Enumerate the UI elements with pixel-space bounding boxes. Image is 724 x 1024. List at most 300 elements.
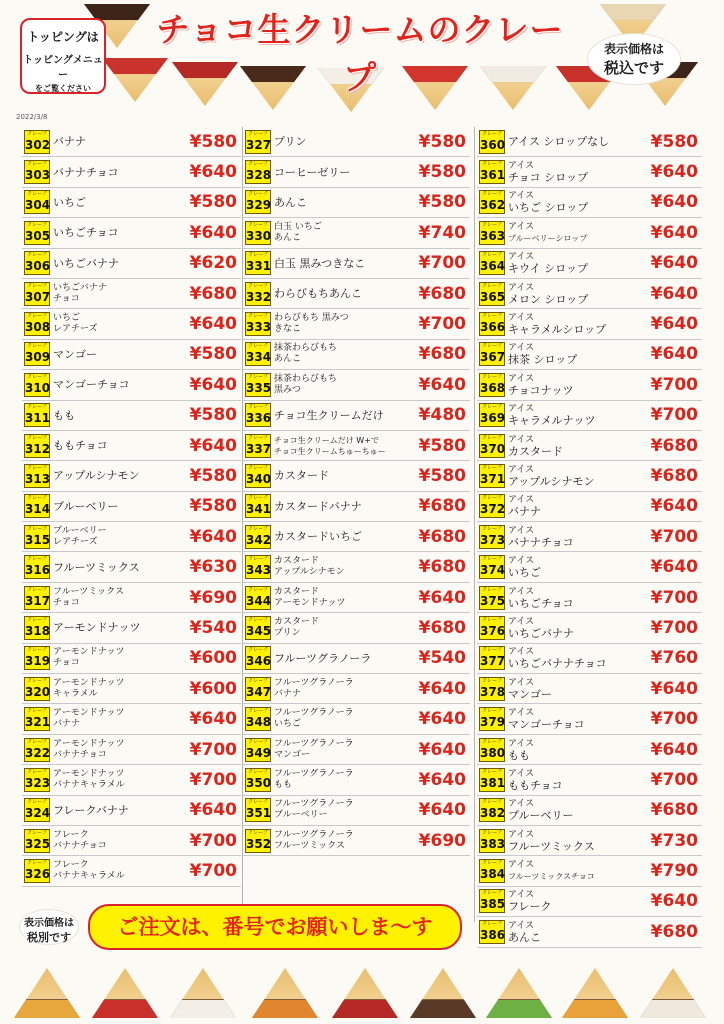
page-title: チョコ生クリームのクレープ bbox=[156, 10, 564, 97]
item-name bbox=[274, 197, 406, 208]
item-name-line: いちご シロップ bbox=[508, 201, 589, 215]
menu-column-3 bbox=[477, 127, 702, 948]
item-number-badge bbox=[24, 768, 50, 792]
item-name bbox=[508, 495, 638, 517]
item-number: 361 bbox=[480, 168, 506, 183]
item-name bbox=[53, 587, 177, 609]
item-price: ¥580 bbox=[418, 435, 466, 456]
item-name-line: アイス bbox=[508, 161, 535, 172]
item-number: 350 bbox=[246, 775, 272, 790]
item-number: 320 bbox=[25, 684, 51, 699]
menu-item bbox=[22, 644, 241, 674]
menu-item bbox=[22, 583, 241, 613]
item-name bbox=[53, 830, 177, 852]
menu-item bbox=[243, 735, 470, 765]
menu-item bbox=[243, 340, 470, 370]
badge-label: クレープ bbox=[248, 616, 268, 623]
badge-label: クレープ bbox=[27, 130, 47, 137]
item-name bbox=[274, 556, 406, 578]
item-number: 384 bbox=[480, 867, 506, 882]
item-number: 347 bbox=[246, 684, 272, 699]
menu-item bbox=[243, 279, 470, 309]
item-name-line: フルーツミックス bbox=[53, 586, 125, 597]
item-number: 343 bbox=[246, 563, 272, 578]
item-price: ¥740 bbox=[418, 222, 466, 243]
item-number-badge bbox=[479, 586, 505, 610]
item-number: 382 bbox=[480, 806, 506, 821]
badge-label: クレープ bbox=[482, 434, 502, 441]
item-number: 360 bbox=[480, 137, 506, 152]
date-stamp: 2022/3/8 bbox=[16, 113, 48, 121]
item-number-badge bbox=[24, 403, 50, 427]
item-number: 352 bbox=[246, 836, 272, 851]
item-name-line: キャラメル bbox=[53, 688, 98, 699]
item-number-badge bbox=[24, 829, 50, 853]
item-price: ¥580 bbox=[418, 465, 466, 486]
item-number: 314 bbox=[25, 502, 51, 517]
item-number: 374 bbox=[480, 563, 506, 578]
item-name-line: ブルーベリーシロップ bbox=[508, 233, 588, 243]
badge-label: クレープ bbox=[482, 738, 502, 745]
badge-label: クレープ bbox=[482, 768, 502, 775]
item-name bbox=[53, 349, 177, 360]
badge-label: クレープ bbox=[482, 860, 502, 867]
item-name bbox=[53, 440, 177, 451]
menu-item bbox=[477, 431, 702, 461]
item-name bbox=[53, 167, 177, 178]
item-number: 303 bbox=[25, 168, 51, 183]
item-name-line: フルーツミックス bbox=[508, 839, 595, 853]
item-price: ¥700 bbox=[189, 739, 237, 760]
item-price: ¥690 bbox=[189, 587, 237, 608]
item-number-badge bbox=[245, 434, 271, 458]
item-number: 327 bbox=[246, 137, 272, 152]
badge-label: クレープ bbox=[482, 282, 502, 289]
item-price: ¥700 bbox=[650, 709, 698, 730]
crepe-decoration bbox=[332, 968, 398, 1018]
item-name-line: あんこ bbox=[274, 232, 302, 243]
item-name-line: アイス bbox=[508, 586, 535, 597]
item-name-line: フレーク bbox=[53, 829, 89, 840]
badge-label: クレープ bbox=[482, 616, 502, 623]
item-name-line: プリン bbox=[274, 627, 301, 638]
item-number-badge bbox=[479, 525, 505, 549]
item-number: 375 bbox=[480, 593, 506, 608]
item-number-badge bbox=[24, 646, 50, 670]
item-number-badge bbox=[24, 738, 50, 762]
item-price: ¥640 bbox=[650, 192, 698, 213]
footer-tax-line: 税別です bbox=[27, 931, 71, 944]
item-price: ¥580 bbox=[189, 405, 237, 426]
menu-item bbox=[243, 218, 470, 248]
item-number-badge bbox=[245, 464, 271, 488]
item-name-line: バナナチョコ bbox=[53, 165, 119, 179]
item-number-badge bbox=[24, 798, 50, 822]
menu-item bbox=[477, 735, 702, 765]
item-name bbox=[508, 769, 638, 791]
badge-label: クレープ bbox=[482, 161, 502, 168]
item-number: 310 bbox=[25, 380, 51, 395]
item-number-badge bbox=[479, 282, 505, 306]
badge-label: クレープ bbox=[27, 799, 47, 806]
item-name bbox=[508, 465, 638, 487]
item-name bbox=[274, 313, 406, 335]
item-name-line: バナナチョコ bbox=[53, 840, 107, 851]
item-name-line: いちごチョコ bbox=[508, 596, 574, 610]
item-name-line: アイス bbox=[508, 616, 535, 627]
item-price: ¥700 bbox=[650, 405, 698, 426]
item-number: 319 bbox=[25, 654, 51, 669]
item-price: ¥640 bbox=[189, 162, 237, 183]
badge-label: クレープ bbox=[482, 343, 502, 350]
badge-label: クレープ bbox=[482, 799, 502, 806]
item-number: 372 bbox=[480, 502, 506, 517]
item-name-line: レアチーズ bbox=[53, 324, 98, 335]
footer-tax-line: 表示価格は bbox=[24, 918, 74, 929]
item-name-line: アイス bbox=[508, 221, 535, 232]
item-number: 340 bbox=[246, 471, 272, 486]
badge-label: クレープ bbox=[482, 495, 502, 502]
menu-item bbox=[22, 218, 241, 248]
item-price: ¥700 bbox=[189, 830, 237, 851]
item-name bbox=[53, 501, 177, 512]
item-price: ¥700 bbox=[189, 861, 237, 882]
item-name bbox=[274, 799, 406, 821]
badge-label: クレープ bbox=[482, 829, 502, 836]
badge-label: クレープ bbox=[248, 708, 268, 715]
menu-item bbox=[243, 492, 470, 522]
item-name-line: いちごバナナ bbox=[53, 282, 108, 293]
badge-label: クレープ bbox=[248, 768, 268, 775]
item-name-line: アイス bbox=[508, 191, 535, 202]
item-name bbox=[508, 136, 638, 147]
item-number-badge bbox=[24, 464, 50, 488]
item-number-badge bbox=[24, 434, 50, 458]
menu-item bbox=[477, 887, 702, 917]
item-name-line: アイス bbox=[508, 434, 535, 445]
item-number-badge bbox=[245, 403, 271, 427]
item-price: ¥640 bbox=[189, 374, 237, 395]
item-name bbox=[53, 526, 177, 548]
tax-note-line: 税込です bbox=[603, 59, 664, 77]
item-number: 304 bbox=[25, 198, 51, 213]
badge-label: クレープ bbox=[248, 495, 268, 502]
item-number-badge bbox=[245, 494, 271, 518]
item-name bbox=[274, 653, 406, 664]
item-name bbox=[53, 470, 177, 481]
item-number: 366 bbox=[480, 320, 506, 335]
item-name bbox=[508, 435, 638, 457]
item-name-line: アップルシナモン bbox=[53, 469, 140, 483]
menu-item bbox=[243, 461, 470, 491]
item-name-line: カスタード bbox=[274, 616, 320, 627]
menu-item bbox=[477, 796, 702, 826]
item-name-line: カスタードいちご bbox=[274, 530, 362, 544]
item-price: ¥700 bbox=[650, 617, 698, 638]
badge-label: クレープ bbox=[27, 738, 47, 745]
badge-label: クレープ bbox=[27, 313, 47, 320]
item-name-line: チョコナッツ bbox=[508, 383, 574, 397]
item-name-line: バナナ bbox=[274, 688, 302, 699]
item-name-line: チョコ生クリームだけ bbox=[274, 408, 384, 422]
item-number-badge bbox=[245, 829, 271, 853]
item-price: ¥730 bbox=[650, 830, 698, 851]
item-number: 316 bbox=[25, 563, 51, 578]
item-price: ¥700 bbox=[650, 526, 698, 547]
item-number: 371 bbox=[480, 471, 506, 486]
topping-note-line: トッピングは bbox=[27, 30, 99, 44]
item-number-badge bbox=[479, 160, 505, 184]
badge-label: クレープ bbox=[27, 677, 47, 684]
item-number-badge bbox=[245, 798, 271, 822]
menu-item bbox=[22, 340, 241, 370]
menu-item bbox=[243, 309, 470, 339]
item-number-badge bbox=[479, 707, 505, 731]
item-name-line: プリン bbox=[274, 135, 307, 149]
menu-item bbox=[22, 249, 241, 279]
item-price: ¥680 bbox=[418, 344, 466, 365]
item-number: 364 bbox=[480, 259, 506, 274]
item-number-badge bbox=[479, 130, 505, 154]
item-number-badge bbox=[24, 282, 50, 306]
item-number-badge bbox=[479, 768, 505, 792]
menu-item bbox=[22, 522, 241, 552]
item-name-line: アップルシナモン bbox=[508, 474, 595, 488]
item-number: 365 bbox=[480, 289, 506, 304]
item-name bbox=[508, 556, 638, 578]
item-name-line: アイス bbox=[508, 677, 535, 688]
item-name-line: マンゴー bbox=[274, 749, 311, 760]
menu-item bbox=[477, 613, 702, 643]
item-number-badge bbox=[479, 616, 505, 640]
item-number-badge bbox=[245, 190, 271, 214]
item-name-line: アイス bbox=[508, 920, 535, 931]
item-name bbox=[508, 739, 638, 761]
item-number-badge bbox=[245, 616, 271, 640]
crepe-decoration bbox=[402, 66, 468, 110]
menu-item bbox=[477, 279, 702, 309]
item-name-line: アイス bbox=[508, 343, 535, 354]
item-name-line: アイス bbox=[508, 829, 535, 840]
item-name-line: カスタードバナナ bbox=[274, 499, 362, 513]
item-number: 329 bbox=[246, 198, 272, 213]
badge-label: クレープ bbox=[27, 343, 47, 350]
item-name bbox=[274, 587, 406, 609]
column-divider bbox=[474, 127, 475, 922]
item-name bbox=[53, 769, 177, 791]
item-number-badge bbox=[479, 251, 505, 275]
badge-label: クレープ bbox=[248, 343, 268, 350]
item-price: ¥700 bbox=[650, 769, 698, 790]
badge-label: クレープ bbox=[482, 586, 502, 593]
badge-label: クレープ bbox=[482, 404, 502, 411]
item-name-line: カスタード bbox=[274, 586, 320, 597]
item-name bbox=[53, 622, 177, 633]
item-number-badge bbox=[479, 464, 505, 488]
item-price: ¥680 bbox=[418, 617, 466, 638]
item-name-line: チョコ生クリームだけ W+で bbox=[274, 435, 379, 445]
item-price: ¥640 bbox=[650, 314, 698, 335]
menu-item bbox=[477, 826, 702, 856]
item-name-line: バナナキャラメル bbox=[53, 871, 125, 882]
item-number-badge bbox=[24, 677, 50, 701]
item-price: ¥640 bbox=[418, 678, 466, 699]
menu-item bbox=[22, 157, 241, 187]
item-price: ¥640 bbox=[650, 496, 698, 517]
crepe-decoration bbox=[410, 968, 476, 1018]
badge-label: クレープ bbox=[27, 495, 47, 502]
item-name bbox=[508, 890, 638, 912]
item-name-line: アイス bbox=[508, 404, 535, 415]
item-price: ¥700 bbox=[189, 769, 237, 790]
item-name-line: チョコ シロップ bbox=[508, 171, 588, 185]
item-name bbox=[53, 708, 177, 730]
crepe-decoration bbox=[240, 66, 306, 110]
badge-label: クレープ bbox=[248, 130, 268, 137]
badge-label: クレープ bbox=[482, 464, 502, 471]
menu-item bbox=[22, 127, 241, 157]
badge-label: クレープ bbox=[482, 708, 502, 715]
item-name bbox=[274, 531, 406, 542]
item-name-line: ももチョコ bbox=[53, 439, 108, 453]
item-name bbox=[274, 435, 406, 457]
menu-item bbox=[243, 704, 470, 734]
item-number: 323 bbox=[25, 775, 51, 790]
item-price: ¥700 bbox=[418, 253, 466, 274]
item-number: 308 bbox=[25, 320, 51, 335]
item-name-line: あんこ bbox=[508, 930, 541, 944]
badge-label: クレープ bbox=[27, 221, 47, 228]
item-name-line: アイス bbox=[508, 768, 535, 779]
badge-label: クレープ bbox=[248, 677, 268, 684]
item-name bbox=[274, 222, 406, 244]
item-name-line: フルーツグラノーラ bbox=[274, 738, 354, 749]
badge-label: クレープ bbox=[482, 525, 502, 532]
item-name-line: フルーツミックスチョコ bbox=[508, 872, 595, 882]
item-number-badge bbox=[245, 282, 271, 306]
item-name-line: アイス bbox=[508, 860, 535, 871]
header bbox=[0, 0, 724, 124]
item-name-line: もも bbox=[53, 408, 75, 422]
item-number: 348 bbox=[246, 715, 272, 730]
item-name-line: あんこ bbox=[274, 354, 302, 365]
item-name-line: アイス シロップなし bbox=[508, 135, 610, 149]
item-name-line: マンゴー bbox=[53, 347, 97, 361]
menu-item bbox=[22, 279, 241, 309]
badge-label: クレープ bbox=[27, 373, 47, 380]
item-name-line: ブルーベリー bbox=[53, 525, 107, 536]
menu-item bbox=[22, 401, 241, 431]
badge-label: クレープ bbox=[27, 708, 47, 715]
menu-item bbox=[243, 826, 470, 856]
item-name-line: アイス bbox=[508, 799, 535, 810]
item-price: ¥640 bbox=[650, 739, 698, 760]
item-name-line: カスタード bbox=[508, 444, 563, 458]
menu-item bbox=[243, 431, 470, 461]
item-name bbox=[508, 283, 638, 305]
item-number-badge bbox=[479, 646, 505, 670]
item-price: ¥640 bbox=[189, 222, 237, 243]
menu-item bbox=[477, 856, 702, 886]
item-number-badge bbox=[245, 221, 271, 245]
item-price: ¥680 bbox=[650, 800, 698, 821]
item-number: 326 bbox=[25, 867, 51, 882]
item-name-line: アイス bbox=[508, 373, 535, 384]
item-name-line: きなこ bbox=[274, 324, 302, 335]
item-price: ¥640 bbox=[650, 891, 698, 912]
badge-label: クレープ bbox=[482, 221, 502, 228]
menu-column-2 bbox=[243, 127, 470, 856]
item-number-badge bbox=[479, 190, 505, 214]
item-number: 307 bbox=[25, 289, 51, 304]
badge-label: クレープ bbox=[482, 252, 502, 259]
item-price: ¥600 bbox=[189, 648, 237, 669]
menu-item bbox=[243, 188, 470, 218]
menu-item bbox=[477, 340, 702, 370]
item-name bbox=[508, 222, 638, 244]
item-name bbox=[53, 313, 177, 335]
item-name-line: もも bbox=[274, 779, 293, 790]
item-name-line: フルーツグラノーラ bbox=[274, 768, 354, 779]
item-price: ¥640 bbox=[650, 283, 698, 304]
menu-item bbox=[243, 613, 470, 643]
item-name-line: あんこ bbox=[274, 195, 307, 209]
item-name-line: アイス bbox=[508, 525, 535, 536]
item-price: ¥640 bbox=[650, 557, 698, 578]
menu-item bbox=[477, 583, 702, 613]
item-price: ¥580 bbox=[418, 192, 466, 213]
tax-included-badge bbox=[588, 34, 680, 84]
item-number: 380 bbox=[480, 745, 506, 760]
item-number-badge bbox=[24, 859, 50, 883]
item-number: 328 bbox=[246, 168, 272, 183]
item-number: 363 bbox=[480, 228, 506, 243]
item-number: 377 bbox=[480, 654, 506, 669]
item-number: 321 bbox=[25, 715, 51, 730]
item-name-line: キウイ シロップ bbox=[508, 262, 588, 276]
menu-item bbox=[22, 370, 241, 400]
item-number-badge bbox=[24, 616, 50, 640]
item-price: ¥700 bbox=[650, 587, 698, 608]
item-name bbox=[508, 313, 638, 335]
item-price: ¥640 bbox=[650, 222, 698, 243]
badge-label: クレープ bbox=[482, 191, 502, 198]
item-number: 317 bbox=[25, 593, 51, 608]
item-price: ¥640 bbox=[650, 678, 698, 699]
item-name-line: アーモンドナッツ bbox=[53, 647, 125, 658]
topping-note bbox=[20, 18, 106, 94]
item-name-line: フルーツミックス bbox=[53, 560, 140, 574]
badge-label: クレープ bbox=[27, 860, 47, 867]
menu-item bbox=[243, 796, 470, 826]
badge-label: クレープ bbox=[27, 404, 47, 411]
badge-label: クレープ bbox=[248, 525, 268, 532]
menu-item bbox=[243, 765, 470, 795]
menu-item bbox=[243, 522, 470, 552]
menu-item bbox=[22, 674, 241, 704]
item-price: ¥760 bbox=[650, 648, 698, 669]
item-number-badge bbox=[24, 525, 50, 549]
item-name-line: アーモンドナッツ bbox=[53, 738, 125, 749]
item-name-line: アイス bbox=[508, 282, 535, 293]
item-number-badge bbox=[245, 707, 271, 731]
item-name bbox=[274, 830, 406, 852]
item-name-line: チョコ bbox=[53, 658, 80, 669]
item-name-line: いちご bbox=[53, 313, 81, 324]
item-number: 324 bbox=[25, 806, 51, 821]
crepe-decoration bbox=[480, 66, 546, 110]
item-number-badge bbox=[479, 829, 505, 853]
